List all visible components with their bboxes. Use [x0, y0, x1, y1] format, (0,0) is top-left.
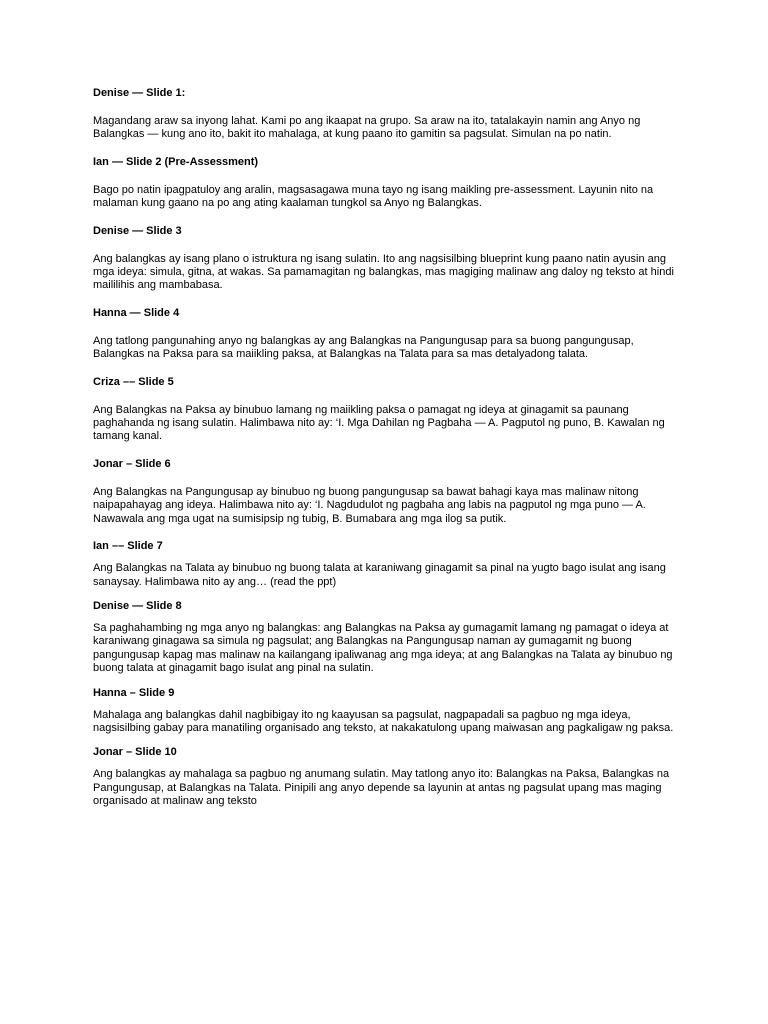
section-paragraph: Ang balangkas ay mahalaga sa pagbuo ng anumang sulatin. May tatlong anyo ito: Balangkas na Paksa, Balangkas na Pangungusap, at Balangkas na Talata. Pinipili ang anyo depende sa layunin at antas ng pagsulat upang mas maging organisado at malinaw ang teksto — [93, 768, 670, 808]
section-heading: Denise — Slide 3 — [93, 224, 182, 237]
section-paragraph: Ang Balangkas na Talata ay binubuo ng buong talata at karaniwang ginagamit sa pinal na yugto bago isulat ang isang sanaysay. Halimbawa nito ay ang… (read the ppt) — [93, 562, 666, 588]
section-slide-1 — [93, 86, 683, 142]
section-heading: Hanna — Slide 4 — [93, 306, 180, 319]
section-heading: Denise — Slide 1: — [93, 87, 186, 99]
section-paragraph: Ang Balangkas na Pangungusap ay binubuo ng buong pangungusap sa bawat bahagi kaya mas malinaw nitong naipapahayag ang ideya. Halimbawa nito ay: ‘I. Nagdudulot ng pagbaha ang labis na pagputol ng mga puno — A. Nawawala ang mga ugat na sumisipsip ng tubig, B. Bumabara ang mga ilog sa putik. — [93, 485, 646, 525]
section-heading: Ian — Slide 2 (Pre-Assessment) — [93, 155, 259, 168]
section-paragraph: Ang Balangkas na Paksa ay binubuo lamang ng maiikling paksa o pamagat ng ideya at ginagamit sa paunang paghahanda ng isang sulatin. Halimbawa nito ay: ‘I. Mga Dahilan ng Pagbaha — A. Pagputol ng puno, B. Kawalan ng tamang kanal. — [93, 403, 665, 443]
section-heading: Criza –– Slide 5 — [93, 375, 174, 388]
section-slide-7 — [93, 539, 683, 589]
section-paragraph: Ang tatlong pangunahing anyo ng balangkas ay ang Balangkas na Pangungusap para sa buong pangungusap, Balangkas na Paksa para sa maiikling paksa, at Balangkas na Talata para sa mas detalyadong talata. — [93, 334, 634, 361]
section-slide-8 — [93, 599, 683, 676]
section-slide-4 — [93, 306, 683, 362]
section-slide-5 — [93, 375, 683, 444]
section-slide-2 — [93, 155, 683, 211]
section-paragraph: Magandang araw sa inyong lahat. Kami po ang ikaapat na grupo. Sa araw na ito, tatalakayin namin ang Anyo ng Balangkas — kung ano ito, bakit ito mahalaga, at kung paano ito gamitin sa pagsulat. Simulan na po natin. — [93, 115, 641, 141]
section-heading: Ian –– Slide 7 — [93, 540, 163, 553]
section-paragraph: Ang balangkas ay isang plano o istruktura ng isang sulatin. Ito ang nagsisilbing blueprint kung paano natin ayusin ang mga ideya: simula, gitna, at wakas. Sa pamamagitan ng balangkas, mas magiging malinaw ang daloy ng teksto at hindi maililihis ang mambabasa. — [93, 252, 674, 292]
section-slide-9 — [93, 686, 683, 736]
section-heading: Jonar – Slide 6 — [93, 457, 171, 470]
section-slide-6 — [93, 457, 683, 526]
section-heading: Hanna – Slide 9 — [93, 686, 175, 699]
section-heading: Jonar – Slide 10 — [93, 746, 177, 759]
section-paragraph: Sa paghahambing ng mga anyo ng balangkas: ang Balangkas na Paksa ay gumagamit lamang ng pamagat o ideya at karaniwang ginagawa sa simula ng pagsulat; ang Balangkas na Pangungusap naman ay gumagamit ng buong pangungusap kapag mas malinaw na kailangang ipaliwanag ang mga ideya; at ang Balangkas na Talata ay binubuo ng buong talata at ginagamit bago isulat ang pinal na sulatin. — [93, 621, 673, 675]
section-paragraph: Bago po natin ipagpatuloy ang aralin, magsasagawa muna tayo ng isang maikling pre-assessment. Layunin nito na malaman kung gaano na po ang ating kaalaman tungkol sa Anyo ng Balangkas. — [93, 183, 654, 210]
document-page — [93, 86, 683, 809]
section-slide-3 — [93, 224, 683, 293]
section-slide-10 — [93, 745, 683, 808]
section-heading: Denise — Slide 8 — [93, 599, 182, 612]
section-paragraph: Mahalaga ang balangkas dahil nagbibigay ito ng kaayusan sa pagsulat, nagpapadali sa pagbuo ng mga ideya, nagsisilbing gabay para manatiling organisado ang teksto, at nakakatulong upang maiwasan ang pagkaligaw ng paksa. — [93, 708, 674, 734]
